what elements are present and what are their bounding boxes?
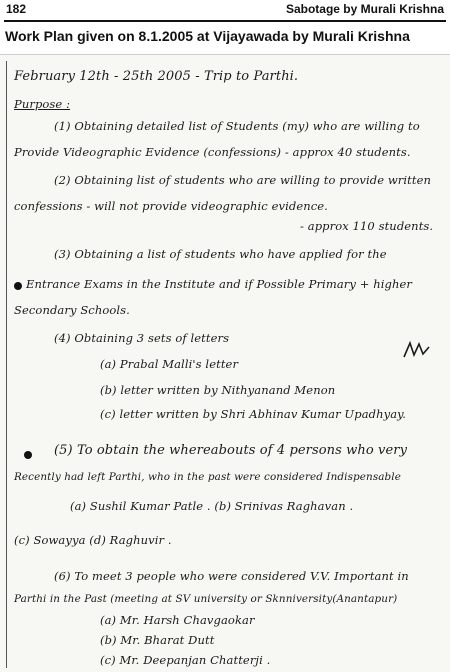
- document-heading: Work Plan given on 8.1.2005 at Vijayawada by Murali Krishna: [5, 28, 410, 44]
- note-line-item1a: (1) Obtaining detailed list of Students (my) who are willing to: [54, 119, 420, 133]
- note-line-item5b: Recently had left Parthi, who in the past were considered Indispensable: [14, 471, 401, 483]
- note-line-item6b: Parthi in the Past (meeting at SV university or Sknniversity(Anantapur): [14, 593, 398, 605]
- header-divider: [4, 20, 446, 22]
- note-line-item3c: Secondary Schools.: [14, 303, 130, 317]
- note-line-item4: (4) Obtaining 3 sets of letters: [54, 331, 230, 345]
- note-line-item4b: (b) letter written by Nithyanand Menon: [100, 383, 336, 397]
- note-line-item4a: (a) Prabal Malli's letter: [100, 357, 239, 371]
- book-title: Sabotage by Murali Krishna: [285, 2, 444, 16]
- bullet-mark: [14, 282, 22, 290]
- handwritten-note-scan: [0, 54, 450, 672]
- page-number: 182: [6, 2, 27, 16]
- note-line-item6d: (b) Mr. Bharat Dutt: [100, 633, 215, 647]
- note-line-item4c: (c) letter written by Shri Abhinav Kumar Upadhyay.: [100, 407, 406, 421]
- note-line-item6e: (c) Mr. Deepanjan Chatterji .: [100, 653, 271, 667]
- note-line-item3b: Entrance Exams in the Institute and if Possible Primary + higher: [26, 277, 412, 291]
- note-line-item6a: (6) To meet 3 people who were considered V.V. Important in: [54, 569, 409, 583]
- note-line-date: February 12th - 25th 2005 - Trip to Parthi.: [14, 69, 299, 84]
- bullet-mark: [24, 451, 32, 459]
- note-line-item5a: (5) To obtain the whereabouts of 4 persons who very: [54, 443, 408, 458]
- note-line-item1b: Provide Videographic Evidence (confessions) - approx 40 students.: [14, 145, 411, 159]
- note-line-item5d: (c) Sowayya (d) Raghuvir .: [14, 533, 172, 547]
- scan-border: [6, 61, 7, 668]
- note-line-purpose: Purpose :: [14, 97, 71, 111]
- page-header: [0, 0, 450, 24]
- note-line-item2b: confessions - will not provide videographic evidence.: [14, 199, 328, 213]
- note-line-item3a: (3) Obtaining a list of students who have applied for the: [54, 247, 387, 261]
- note-line-item2c: - approx 110 students.: [300, 219, 434, 233]
- scribble-mark: [402, 339, 432, 361]
- note-line-item2a: (2) Obtaining list of students who are willing to provide written: [54, 173, 432, 187]
- note-line-item6c: (a) Mr. Harsh Chavgaokar: [100, 613, 255, 627]
- note-line-item5c: (a) Sushil Kumar Patle . (b) Srinivas Raghavan .: [70, 499, 354, 513]
